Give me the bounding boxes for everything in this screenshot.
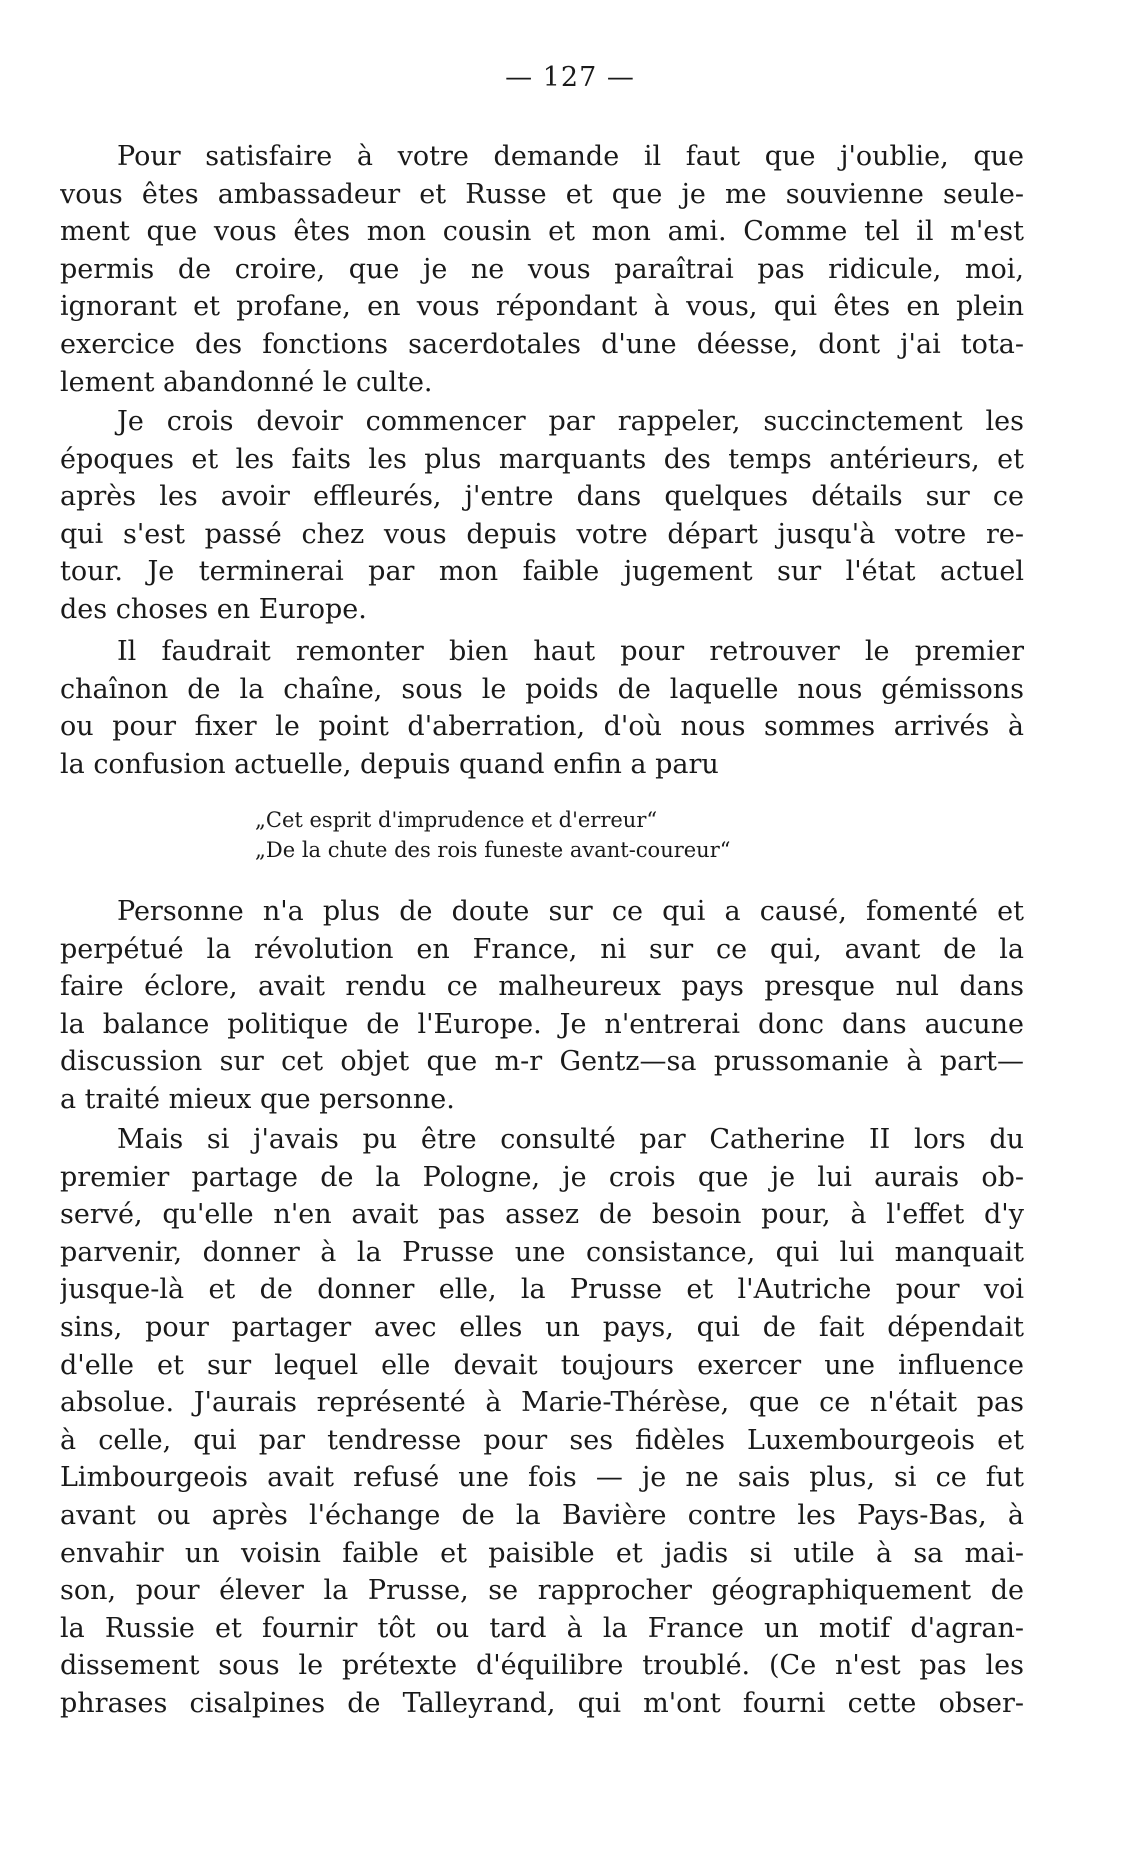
paragraph-4 <box>60 893 1024 1119</box>
text-line: faire éclore, avait rendu ce malheureux pays presque nul dans <box>60 971 1024 1003</box>
text-line: premier partage de la Pologne, je crois que je lui aurais ob- <box>60 1161 1024 1193</box>
text-line: perpétué la révolution en France, ni sur ce qui, avant de la <box>60 933 1024 965</box>
paragraph-1 <box>60 138 1024 401</box>
text-line: jusque-là et de donner elle, la Prusse et l'Autriche pour voi <box>60 1274 1024 1306</box>
text-line: ou pour fixer le point d'aberration, d'où nous sommes arrivés à <box>60 711 1024 743</box>
paragraph-5 <box>60 1121 1024 1723</box>
text-line: a traité mieux que personne. <box>60 1083 455 1115</box>
paragraph-3 <box>60 633 1024 783</box>
text-line: vous êtes ambassadeur et Russe et que je me souvienne seule- <box>60 178 1024 210</box>
text-line: parvenir, donner à la Prusse une consistance, qui lui manquait <box>60 1236 1024 1268</box>
text-line: Il faudrait remonter bien haut pour retrouver le premier <box>117 636 1024 667</box>
text-line: époques et les faits les plus marquants des temps antérieurs, et <box>60 443 1024 475</box>
text-line: des choses en Europe. <box>60 593 367 625</box>
text-line: sins, pour partager avec elles un pays, qui de fait dépendait <box>60 1311 1024 1343</box>
page-number: — 127 — <box>505 62 635 93</box>
text-line: son, pour élever la Prusse, se rapprocher géographiquement de <box>60 1575 1024 1607</box>
text-line: à celle, qui par tendresse pour ses fidèles Luxembourgeois et <box>60 1424 1024 1456</box>
text-line: phrases cisalpines de Talleyrand, qui m'ont fourni cette obser- <box>60 1687 1024 1719</box>
text-line: Mais si j'avais pu être consulté par Catherine II lors du <box>117 1124 1024 1155</box>
text-line: après les avoir effleurés, j'entre dans quelques détails sur ce <box>60 481 1024 513</box>
text-line: servé, qu'elle n'en avait pas assez de besoin pour, à l'effet d'y <box>60 1199 1024 1231</box>
text-line: avant ou après l'échange de la Bavière contre les Pays-Bas, à <box>60 1499 1024 1531</box>
text-line: la confusion actuelle, depuis quand enfin a paru <box>60 748 719 780</box>
text-line: la balance politique de l'Europe. Je n'entrerai donc dans aucune <box>60 1008 1024 1040</box>
paragraph-2 <box>60 403 1024 629</box>
text-line: envahir un voisin faible et paisible et jadis si utile à sa mai- <box>60 1537 1024 1569</box>
text-line: qui s'est passé chez vous depuis votre départ jusqu'à votre re- <box>60 518 1024 550</box>
text-line: permis de croire, que je ne vous paraîtrai pas ridicule, moi, <box>60 253 1024 285</box>
text-line: dissement sous le prétexte d'équilibre troublé. (Ce n'est pas les <box>60 1650 1024 1682</box>
quote-line: „De la chute des rois funeste avant-coureur“ <box>255 838 731 862</box>
text-line: Personne n'a plus de doute sur ce qui a causé, fomenté et <box>117 896 1024 927</box>
text-line: chaînon de la chaîne, sous le poids de laquelle nous gémissons <box>60 673 1024 705</box>
text-line: lement abandonné le culte. <box>60 366 433 398</box>
text-line: ment que vous êtes mon cousin et mon ami. Comme tel il m'est <box>60 216 1024 248</box>
text-line: Pour satisfaire à votre demande il faut que j'oublie, que <box>117 141 1024 172</box>
text-line: tour. Je terminerai par mon faible jugement sur l'état actuel <box>60 556 1024 588</box>
text-line: d'elle et sur lequel elle devait toujours exercer une influence <box>60 1349 1024 1381</box>
quote-line: „Cet esprit d'imprudence et d'erreur“ <box>255 808 658 832</box>
text-line: la Russie et fournir tôt ou tard à la France un motif d'agran- <box>60 1612 1024 1644</box>
verse-quotation <box>255 805 955 865</box>
text-line: ignorant et profane, en vous répondant à vous, qui êtes en plein <box>60 291 1024 323</box>
text-line: exercice des fonctions sacerdotales d'une déesse, dont j'ai tota- <box>60 328 1024 360</box>
text-line: discussion sur cet objet que m-r Gentz—sa prussomanie à part— <box>60 1046 1024 1078</box>
text-line: Je crois devoir commencer par rappeler, succinctement les <box>117 406 1024 437</box>
text-line: Limbourgeois avait refusé une fois — je ne sais plus, si ce fut <box>60 1462 1024 1494</box>
text-line: absolue. J'aurais représenté à Marie-Thérèse, que ce n'était pas <box>60 1387 1024 1419</box>
